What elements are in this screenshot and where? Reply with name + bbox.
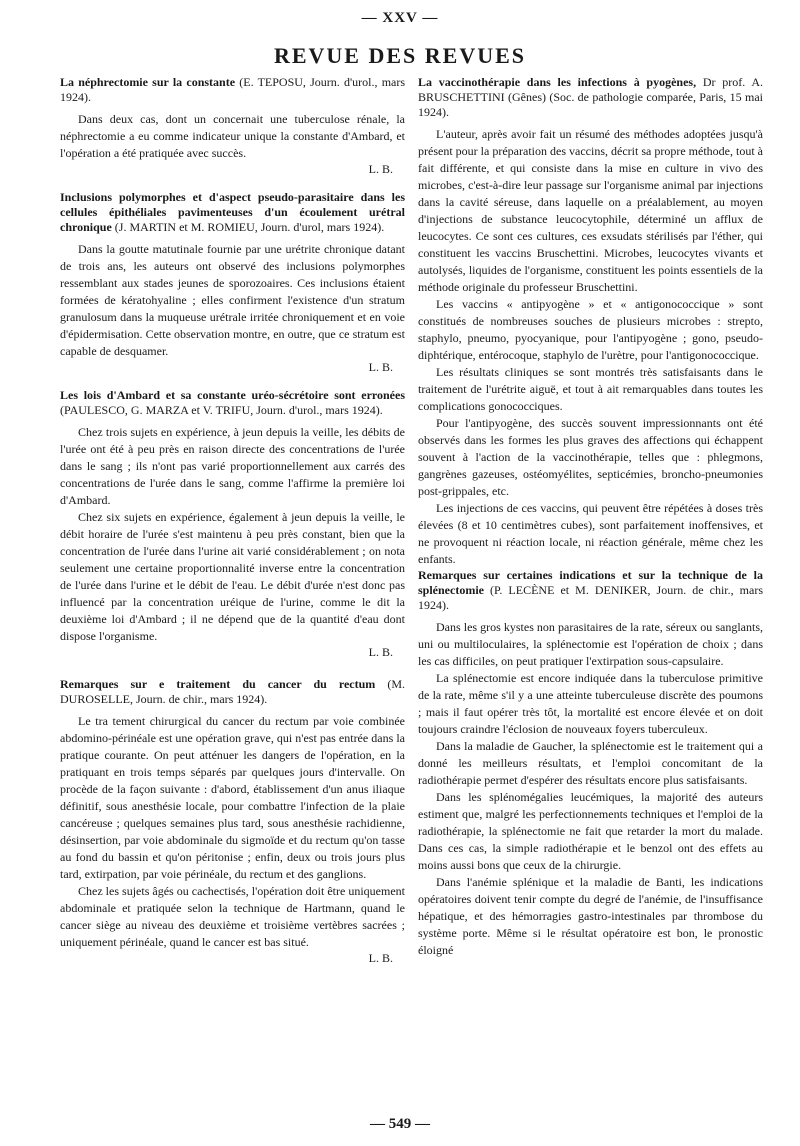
title-text: La vaccinothérapie dans les infections à pyogènes, (418, 75, 697, 89)
paragraph: Les vaccins « antipyogène » et « antigonococcique » sont constitués de nombreuses souches de plusieurs microbes : strepto, staphylo, pneumo, pyocyanique, pour l'antipyogène ; gono, pseudo-diphtérique, entérocoque, staphylo de l'urètre, pour l'antigonococcique. (418, 297, 763, 362)
paragraph: Pour l'antipyogène, des succès souvent impressionnants ont été observés dans les formes les plus graves des affections qui échappent souvent à l'action de la vaccinothérapie, telles que : phlegmons, gangrènes gazeuses, ostéomyélites, septicémies, broncho-pneumonies post-grippales, etc. (418, 416, 763, 498)
paragraph: Chez les sujets âgés ou cachectisés, l'opération doit être uniquement abdominale et pratiquée selon la technique de Hartmann, quand le cancer siège au niveau des deuxième et troisième vertèbres sacrées ; uniquement périnéale, quand le cancer est bas situé. (60, 884, 405, 949)
title-source: (PAULESCO, G. MARZA et V. TRIFU, Journ. d'urol., mars 1924). (60, 403, 383, 417)
title-source: (J. MARTIN et M. ROMIEU, Journ. d'urol, mars 1924). (114, 220, 385, 234)
section-title: REVUE DES REVUES (273, 43, 527, 68)
paragraph: Dans la goutte matutinale fournie par une urétrite chronique datant de trois ans, les auteurs ont observé des inclusions polymorphes ressemblant aux stades jeunes de sporozoaires. Ces inclusions étaient formées de kératohyaline ; elles confirment l'existence d'un stratum granulosum dans la muqueuse urétrale irritée chroniquement et en voie d'épidermisation. Cette observation montre, en outre, que ce stratum est capable de desquamer. (60, 242, 405, 358)
article-title-vaccinotherapie (418, 75, 763, 120)
article-title-splenectomie (418, 568, 763, 613)
title-source: (M. DUROSELLE, Journ. de chir., mars 1924). (60, 677, 405, 706)
paragraph: Dans l'anémie splénique et la maladie de Banti, les indications opératoires doivent tenir compte du degré de l'anémie, de l'insuffisance hépatique, et des hémorragies gastro-intestinales par thrombose du système porte. Même si le résultat opératoire est bon, le pronostic éloigné (418, 875, 763, 957)
title-source: (P. LECÈNE et M. DENIKER, Journ. de chir., mars 1924). (418, 583, 763, 612)
article-title-nephrectomie (60, 75, 405, 105)
paragraph: La splénectomie est encore indiquée dans la tuberculose primitive de la rate, même s'il y a une atteinte tuberculeuse discrète des poumons ; mais il faut opérer très tôt, la mortalité est encore élevée et on doit toujours craindre l'éclosion de nouveaux foyers tuberculeux. (418, 671, 763, 736)
left-column (60, 75, 405, 965)
paragraph: Chez six sujets en expérience, également à jeun depuis la veille, le débit horaire de l'urée s'est maintenu à peu près constant, bien que la concentration de l'urée dans l'urine ait varié considérablement ; on nota seulement une certaine proportionnalité inverse entre la concentration de l'urée dans l'urine et le débit de l'eau. Le débit d'urée n'est donc pas influencé par la concentration uréique de l'urine, comme le dit la deuxième loi d'Ambard ; il ne dépend que de la quantité d'eau dont dispose l'organisme. (60, 510, 405, 643)
right-column (418, 75, 763, 959)
signature: L. B. (368, 951, 393, 965)
signature: L. B. (368, 162, 393, 176)
article-title-inclusions (60, 190, 405, 235)
title-source: (E. TEPOSU, Journ. d'urol., mars 1924). (60, 75, 406, 104)
signature: L. B. (368, 645, 393, 659)
paragraph: L'auteur, après avoir fait un résumé des méthodes adoptées jusqu'à présent pour la préparation des vaccins, décrit sa propre méthode, tout à fait différente, et qui consiste dans la mise en culture in vivo des microbes, c'est-à-dire leur passage sur l'organisme animal par injections dans la cavité séreuse, dans laquelle on a préalablement, au moyen d'injections de substance leucocytophile, déterminé un afflux de leucocytes. Ce sont ces cultures, ces exsudats stérilisés par l'éther, qui constituent les vaccins Bruschettini. Microbes, leucocytes vivants et autolysés, liquides de l'organisme, constituent les points essentiels de la méthode originale du professeur Bruschettini. (418, 127, 763, 294)
title-source: Dr prof. A. BRUSCHETTINI (Gênes) (Soc. de pathologie comparée, Paris, 15 mai 1924). (418, 75, 763, 119)
page-roman-numeral: — XXV — (361, 10, 439, 26)
paragraph: Dans les splénomégalies leucémiques, la majorité des auteurs estiment que, malgré les perfectionnements techniques et l'emploi de la radiothérapie, la splénectomie ne fait que retarder la mort du malade. Dans ces cas, la simple radiothérapie et le benzol ont des effets au moins aussi bons que ceux de la chirurgie. (418, 790, 763, 872)
article-title-lois-ambard (60, 388, 405, 418)
paragraph: Le tra tement chirurgical du cancer du rectum par voie combinée abdomino-périnéale est une opération grave, qui n'est pas entrée dans la pratique courante. On peut atténuer les dangers de l'opération, en la pratiquant en trois temps séparés par quelques jours d'intervalle. On procède de la façon suivante : d'abord, établissement d'un anus iliaque définitif, sous anesthésie locale, pour combattre l'infection de la plaie cancéreuse ; quelques semaines plus tard, sous anesthésie rachidienne, désinsertion, par voie abdominale du sigmoïde et du rectum qu'on tasse au fond du bassin et qu'on péritonise ; enfin, deux ou trois jours plus tard, extirpation, par voie périnéale, du rectum et des ganglions. (60, 714, 405, 881)
title-text: Inclusions polymorphes et d'aspect pseudo-parasitaire dans les cellules épithéliales pavimenteuses d'un écoulement urétral chronique (60, 190, 405, 234)
title-text: Remarques sur certaines indications et sur la technique de la splénectomie (418, 568, 763, 597)
title-text: Remarques sur e traitement du cancer du rectum (60, 677, 376, 691)
paragraph: Dans deux cas, dont un concernait une tuberculose rénale, la néphrectomie a eu comme indicateur unique la constante d'Ambard, et l'opération a été pratiquée avec succès. (60, 112, 405, 160)
page-number: — 549 — (370, 1116, 430, 1132)
title-text: La néphrectomie sur la constante (60, 75, 236, 89)
article-title-cancer-rectum (60, 677, 405, 707)
paragraph: Chez trois sujets en expérience, à jeun depuis la veille, les débits de l'urée ont été à peu près en raison directe des concentrations de l'urée dans le sang ; ils n'ont pas varié proportionnellement aux carrés des concentrations de l'urée dans le sang, comme l'affirme la première loi d'Ambard. (60, 425, 405, 507)
paragraph: Dans les gros kystes non parasitaires de la rate, séreux ou sanglants, uni ou multiloculaires, la splénectomie est l'opération de choix ; dans les cas difficiles, on peut pratiquer l'extirpation sous-capsulaire. (418, 620, 763, 668)
paragraph: Les injections de ces vaccins, qui peuvent être répétées à doses très élevées (8 et 10 centimètres cubes), sont parfaitement inoffensives, et ne provoquent ni réaction locale, ni réaction générale, même chez les enfants. (418, 501, 763, 566)
title-text: Les lois d'Ambard et sa constante uréo-sécrétoire sont erronées (60, 388, 405, 402)
paragraph: Dans la maladie de Gaucher, la splénectomie est le traitement qui a donné les meilleurs résultats, et l'emploi concomitant de la radiothérapie permet d'espérer des résultats encore plus satisfaisants. (418, 739, 763, 787)
paragraph: Les résultats cliniques se sont montrés très satisfaisants dans le traitement de l'urétrite aiguë, et tout à ait remarquables dans toutes les complications gonococciques. (418, 365, 763, 413)
signature: L. B. (368, 360, 393, 374)
